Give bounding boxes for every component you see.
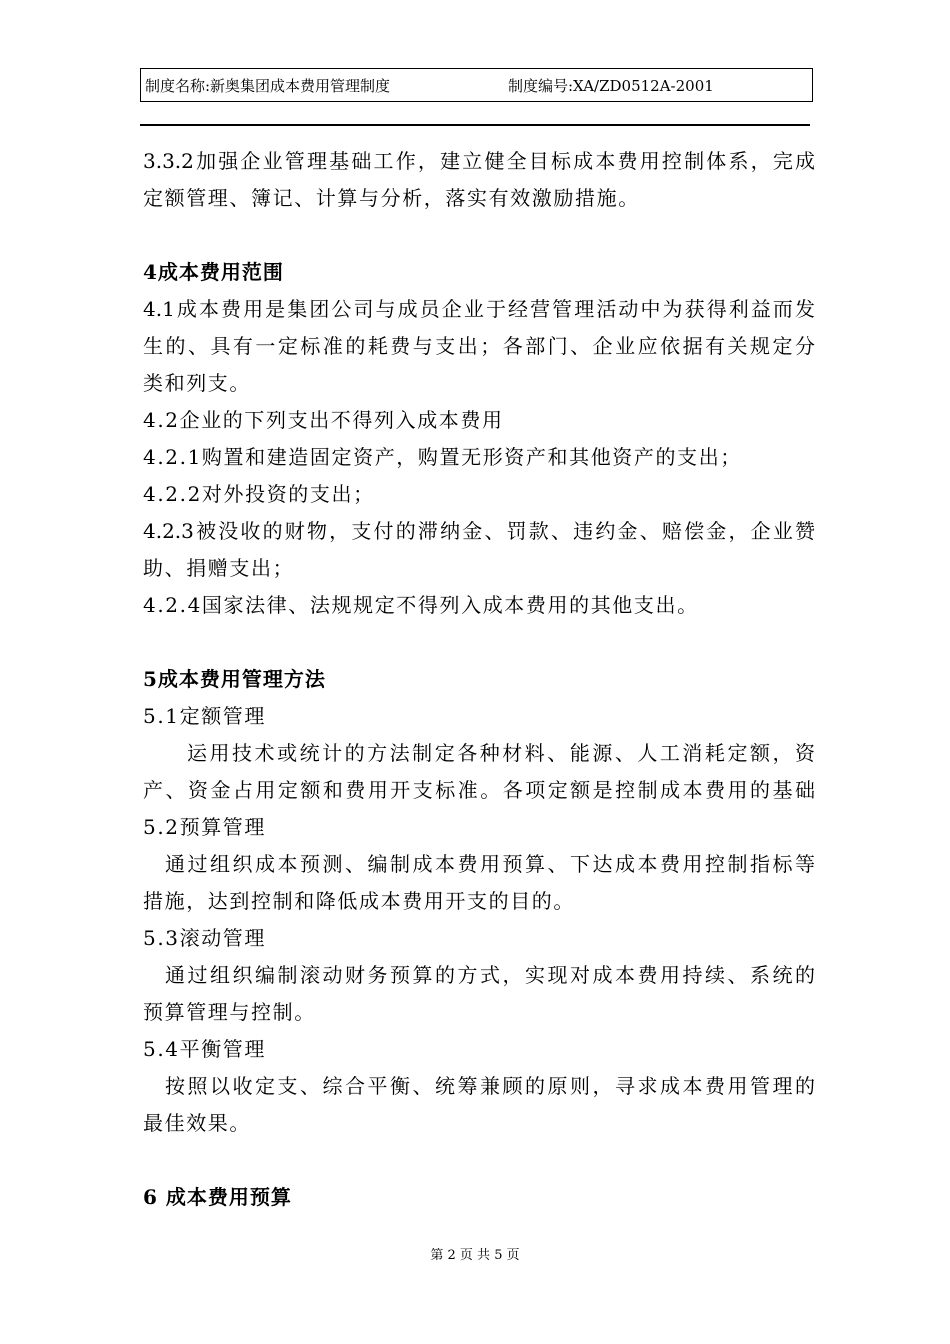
- paragraph-5-1-line: 运用技术或统计的方法制定各种材料、能源、人工消耗定额，资: [187, 741, 815, 765]
- paragraph-4-1-line: 4.1成本费用是集团公司与成员企业于经营管理活动中为获得利益而发: [143, 297, 815, 321]
- paragraph-3-3-2-line: 定额管理、簿记、计算与分析，落实有效激励措施。: [143, 186, 640, 210]
- paragraph-5-3-line: 预算管理与控制。: [143, 1000, 316, 1024]
- spacer: [143, 1142, 815, 1179]
- paragraph-3-3-2-line: 3.3.2加强企业管理基础工作，建立健全目标成本费用控制体系，完成: [143, 149, 815, 173]
- document-header: [140, 68, 813, 102]
- regulation-code: 制度编号:XA/ZD0512A-2001: [508, 77, 714, 95]
- spacer: [143, 624, 815, 661]
- section-heading-6: 6 成本费用预算: [143, 1185, 292, 1209]
- paragraph-4-2-3-line: 4.2.3被没收的财物，支付的滞纳金、罚款、违约金、赔偿金，企业赞: [143, 519, 815, 543]
- paragraph-4-2-4: 4.2.4国家法律、法规规定不得列入成本费用的其他支出。: [143, 593, 699, 617]
- paragraph-5-3-line: 通过组织编制滚动财务预算的方式，实现对成本费用持续、系统的: [165, 963, 815, 987]
- subsection-5-2: 5.2预算管理: [143, 815, 267, 839]
- paragraph-5-2-line: 通过组织成本预测、编制成本费用预算、下达成本费用控制指标等: [165, 852, 815, 876]
- regulation-name: 制度名称:新奥集团成本费用管理制度: [145, 77, 391, 95]
- paragraph-4-1-line: 生的、具有一定标准的耗费与支出；各部门、企业应依据有关规定分: [143, 334, 815, 358]
- subsection-5-3: 5.3滚动管理: [143, 926, 267, 950]
- section-heading-4: 4成本费用范围: [143, 260, 284, 284]
- paragraph-5-4-line: 最佳效果。: [143, 1111, 251, 1135]
- section-heading-5: 5成本费用管理方法: [143, 667, 326, 691]
- paragraph-5-4-line: 按照以收定支、综合平衡、统筹兼顾的原则，寻求成本费用管理的: [165, 1074, 815, 1098]
- paragraph-5-2-line: 措施，达到控制和降低成本费用开支的目的。: [143, 889, 575, 913]
- subsection-5-4: 5.4平衡管理: [143, 1037, 267, 1061]
- header-rule: [140, 124, 810, 126]
- page-number: 第 2 页 共 5 页: [430, 1248, 520, 1263]
- paragraph-4-2: 4.2企业的下列支出不得列入成本费用: [143, 408, 504, 432]
- document-body: [143, 143, 815, 1216]
- paragraph-4-2-2: 4.2.2对外投资的支出；: [143, 482, 375, 506]
- paragraph-4-1-line: 类和列支。: [143, 371, 251, 395]
- paragraph-4-2-3-line: 助、捐赠支出；: [143, 556, 295, 580]
- spacer: [143, 217, 815, 254]
- subsection-5-1: 5.1定额管理: [143, 704, 267, 728]
- paragraph-4-2-1: 4.2.1购置和建造固定资产，购置无形资产和其他资产的支出；: [143, 445, 742, 469]
- paragraph-5-1-line: 产、资金占用定额和费用开支标准。各项定额是控制成本费用的基础: [143, 778, 815, 802]
